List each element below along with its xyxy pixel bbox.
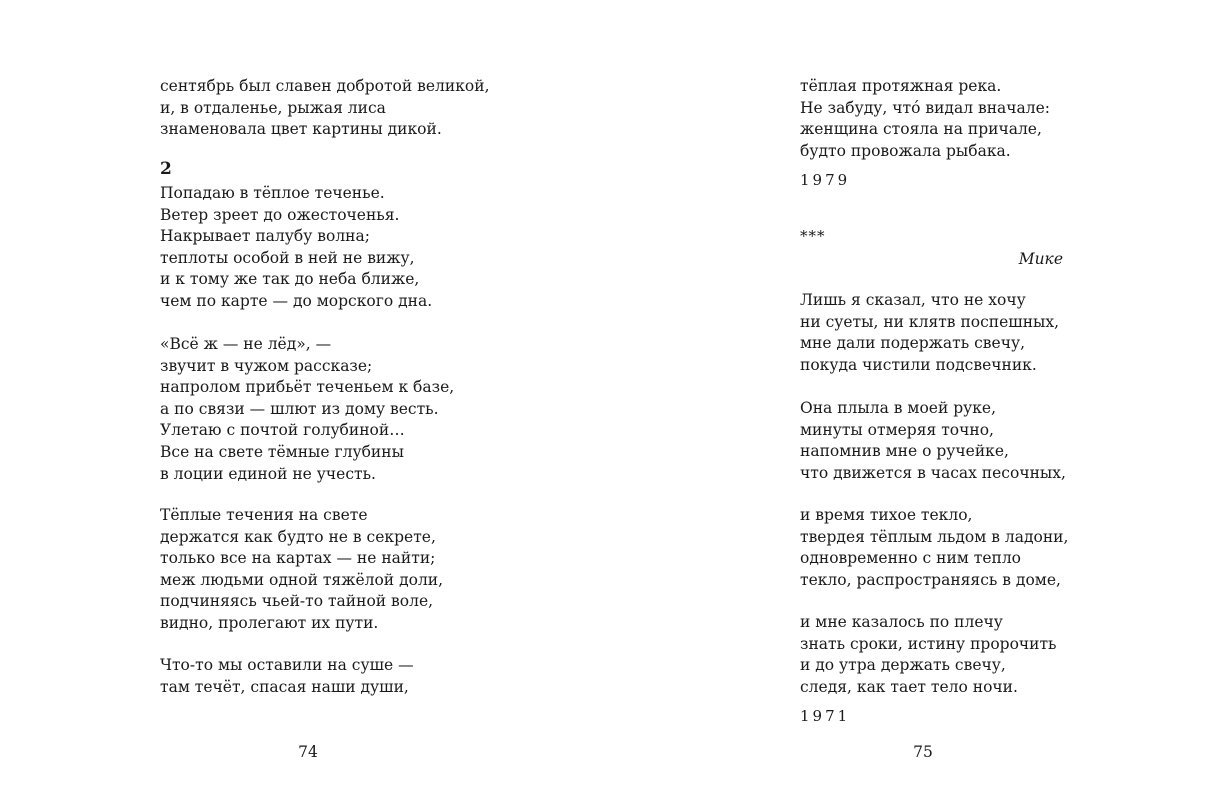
stanza [160,334,454,485]
verse-line: Тёплые течения на свете [160,506,368,524]
verse-line: чем по карте — до морского дна. [160,291,433,310]
verse-line: Все на свете тёмные глубины [160,442,404,461]
verse-line: и, в отдаленье, рыжая лиса [160,98,386,117]
verse-line: Что-то мы оставили на суше — [160,656,414,674]
verse-line: и время тихое текло, [800,506,973,524]
verse-line: держатся как будто не в секрете, [160,527,436,546]
stanza [160,505,443,635]
verse-line: в лоции единой не учесть. [160,464,376,483]
verse-line: следя, как тает тело ночи. [800,677,1018,696]
verse-line: Лишь я сказал, что не хочу [800,291,1026,309]
verse-line: видно, пролегают их пути. [160,613,379,632]
verse-line: и к тому же так до неба ближе, [160,270,420,289]
verse-line: сентябрь был славен добротой великой, [160,77,490,95]
poem-year: 1971 [800,707,851,725]
verse-line: Улетаю с почтой голубиной… [160,421,405,440]
right-page [615,0,1230,800]
verse-line: тёплая протяжная река. [800,77,1002,95]
stanza [800,398,1066,484]
verse-line: Попадаю в тёплое теченье. [160,184,385,202]
verse-line: покуда чистили подсвечник. [800,355,1037,374]
verse-line: минуты отмеряя точно, [800,420,994,439]
verse-line: Ветер зреет до ожесточенья. [160,205,400,224]
verse-line: знать сроки, истину пророчить [800,634,1057,653]
page-number: 75 [913,743,933,761]
verse-line: будто провожала рыбака. [800,141,1011,160]
verse-line: что движется в часах песочных, [800,463,1066,482]
verse-line: одновременно с ним тепло [800,549,1022,568]
verse-line: женщина стояла на причале, [800,120,1042,139]
verse-line: «Всё ж — не лёд», — [160,335,332,353]
verse-line: теплоты особой в ней не вижу, [160,248,415,267]
verse-line: напомнив мне о ручейке, [800,442,1009,461]
verse-line: звучит в чужом рассказе; [160,356,373,375]
verse-line: только все на картах — не найти; [160,549,436,568]
verse-line: Не забуду, что́ видал вначале: [800,98,1051,117]
stanza [800,612,1057,698]
verse-line: Накрывает палубу волна; [160,227,370,246]
stanza [160,183,432,313]
verse-line: Она плыла в моей руке, [800,399,997,417]
stanza [800,505,1068,591]
verse-line: твердея тёплым льдом в ладони, [800,527,1069,546]
verse-line: там течёт, спасая наши души, [160,677,409,696]
verse-line: текло, распространяясь в доме, [800,570,1061,589]
verse-line: подчиняясь чьей-то тайной воле, [160,592,434,611]
stanza [800,290,1059,376]
page-number: 74 [298,743,318,761]
verse-line: ни суеты, ни клятв поспешных, [800,312,1060,331]
verse-line: и мне казалось по плечу [800,613,1003,631]
poem-year: 1979 [800,171,851,189]
poem-separator-stars: *** [800,227,826,245]
verse-line: а по связи — шлют из дому весть. [160,399,439,418]
verse-line: напролом прибьёт теченьем к базе, [160,378,455,397]
section-number: 2 [160,159,172,179]
dedication: Мике [1018,250,1063,268]
verse-line: и до утра держать свечу, [800,656,1006,675]
stanza [160,655,414,698]
stanza-continued [160,76,490,141]
verse-line: мне дали подержать свечу, [800,334,1025,353]
verse-line: меж людьми одной тяжёлой доли, [160,570,444,589]
stanza-continued [800,76,1050,162]
verse-line: знаменовала цвет картины дикой. [160,120,442,139]
